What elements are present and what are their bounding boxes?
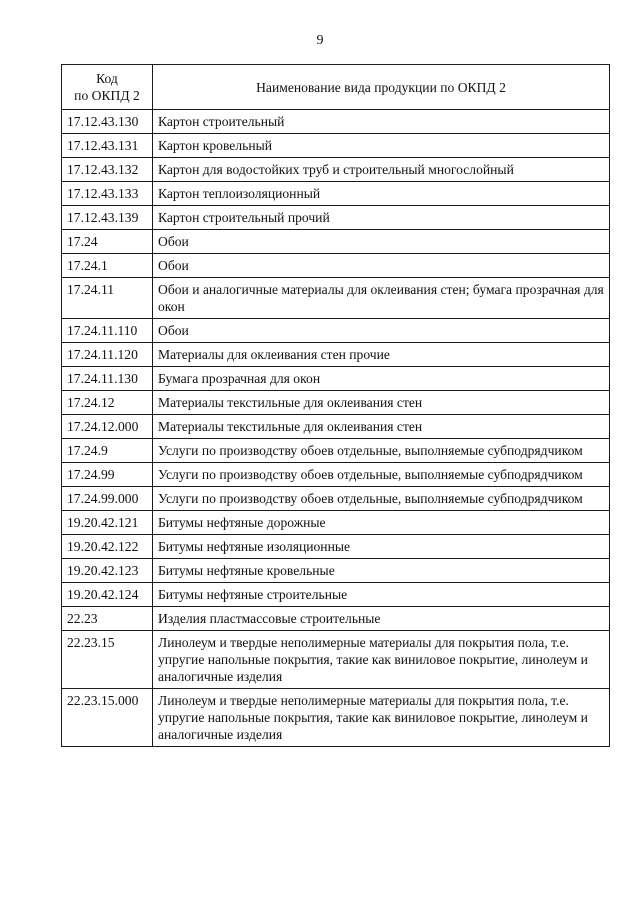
row-name: Обои [153, 230, 610, 254]
header-code-line-1: Код [96, 71, 118, 86]
table-row [62, 439, 610, 463]
table-row [62, 230, 610, 254]
row-code: 17.24.11.110 [62, 319, 153, 343]
row-code: 19.20.42.124 [62, 583, 153, 607]
okpd-table [61, 64, 610, 747]
row-code: 17.24.12 [62, 391, 153, 415]
row-name: Картон строительный [153, 110, 610, 134]
row-code: 22.23 [62, 607, 153, 631]
row-name: Материалы для оклеивания стен прочие [153, 343, 610, 367]
table-row [62, 278, 610, 319]
row-name: Услуги по производству обоев отдельные, выполняемые субподрядчиком [153, 463, 610, 487]
table-header-row [62, 65, 610, 110]
table-row [62, 631, 610, 689]
row-name: Материалы текстильные для оклеивания стен [153, 415, 610, 439]
row-name: Картон кровельный [153, 134, 610, 158]
row-name: Обои [153, 319, 610, 343]
row-code: 19.20.42.123 [62, 559, 153, 583]
row-code: 17.12.43.133 [62, 182, 153, 206]
table-row [62, 158, 610, 182]
header-code-line-2: по ОКПД 2 [74, 88, 140, 103]
row-code: 19.20.42.122 [62, 535, 153, 559]
table-row [62, 511, 610, 535]
row-code: 17.12.43.139 [62, 206, 153, 230]
row-name: Битумы нефтяные дорожные [153, 511, 610, 535]
row-code: 17.24.9 [62, 439, 153, 463]
table-row [62, 583, 610, 607]
table-row [62, 689, 610, 747]
row-name: Обои [153, 254, 610, 278]
row-code: 22.23.15 [62, 631, 153, 689]
row-name: Битумы нефтяные изоляционные [153, 535, 610, 559]
table-row [62, 607, 610, 631]
table-row [62, 134, 610, 158]
row-name: Битумы нефтяные строительные [153, 583, 610, 607]
row-name: Картон для водостойких труб и строительный многослойный [153, 158, 610, 182]
row-code: 17.24.12.000 [62, 415, 153, 439]
table-row [62, 463, 610, 487]
row-name: Услуги по производству обоев отдельные, выполняемые субподрядчиком [153, 487, 610, 511]
table-row [62, 559, 610, 583]
row-code: 19.20.42.121 [62, 511, 153, 535]
table-row [62, 254, 610, 278]
row-code: 17.24.1 [62, 254, 153, 278]
row-code: 17.24.11.120 [62, 343, 153, 367]
table-row [62, 415, 610, 439]
row-name: Услуги по производству обоев отдельные, выполняемые субподрядчиком [153, 439, 610, 463]
header-name: Наименование вида продукции по ОКПД 2 [153, 65, 610, 110]
row-code: 22.23.15.000 [62, 689, 153, 747]
row-name: Битумы нефтяные кровельные [153, 559, 610, 583]
table-body [62, 110, 610, 747]
row-code: 17.24.11 [62, 278, 153, 319]
row-name: Картон теплоизоляционный [153, 182, 610, 206]
page-number: 9 [316, 33, 324, 48]
table-row [62, 391, 610, 415]
table-row [62, 535, 610, 559]
table-row [62, 367, 610, 391]
table-row [62, 319, 610, 343]
row-name: Бумага прозрачная для окон [153, 367, 610, 391]
table-row [62, 182, 610, 206]
row-code: 17.12.43.132 [62, 158, 153, 182]
row-code: 17.12.43.130 [62, 110, 153, 134]
row-name: Линолеум и твердые неполимерные материалы для покрытия пола, т.е. упругие напольные покрытия, такие как виниловое покрытие, линолеум и аналогичные изделия [153, 631, 610, 689]
row-name: Материалы текстильные для оклеивания стен [153, 391, 610, 415]
table-row [62, 487, 610, 511]
header-code [62, 65, 153, 110]
row-code: 17.24 [62, 230, 153, 254]
table-row [62, 110, 610, 134]
row-code: 17.24.99 [62, 463, 153, 487]
row-code: 17.24.11.130 [62, 367, 153, 391]
row-code: 17.12.43.131 [62, 134, 153, 158]
row-name: Картон строительный прочий [153, 206, 610, 230]
row-name: Обои и аналогичные материалы для оклеивания стен; бумага прозрачная для окон [153, 278, 610, 319]
row-name: Изделия пластмассовые строительные [153, 607, 610, 631]
table-row [62, 206, 610, 230]
row-code: 17.24.99.000 [62, 487, 153, 511]
row-name: Линолеум и твердые неполимерные материалы для покрытия пола, т.е. упругие напольные покрытия, такие как виниловое покрытие, линолеум и аналогичные изделия [153, 689, 610, 747]
table-row [62, 343, 610, 367]
